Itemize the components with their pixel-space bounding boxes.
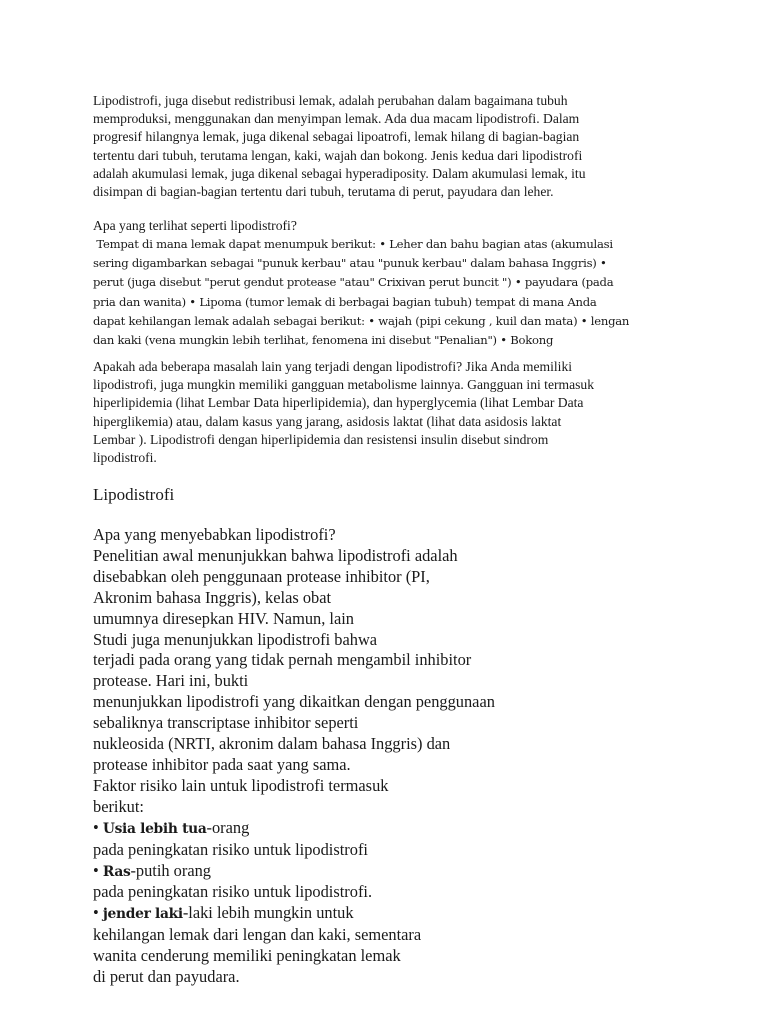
text-line: dapat kehilangan lemak adalah sebagai berikut: • wajah (pipi cekung , kuil dan mata) • lengan [93,313,630,328]
text-line: protease inhibitor pada saat yang sama. [93,754,351,774]
text-line: Faktor risiko lain untuk lipodistrofi termasuk [93,775,389,795]
text-line: pria dan wanita) • Lipoma (tumor lemak di berbagai bagian tubuh) tempat di mana Anda [93,294,597,309]
risk-factor-text: -putih orang [130,860,212,880]
text-line: berikut: [93,796,144,816]
text-line: protease. Hari ini, bukti [93,671,249,691]
text-line: sering digambarkan sebagai "punuk kerbau" atau "punuk kerbau" dalam bahasa Inggris) • [93,256,607,271]
paragraph-other-problems [93,358,594,467]
text-line: kehilangan lemak dari lengan dan kaki, sementara [93,925,422,945]
text-line: adalah akumulasi lemak, juga dikenal sebagai hyperadiposity. Dalam akumulasi lemak, itu [93,165,586,181]
text-line: pada peningkatan risiko untuk lipodistrofi [93,839,368,859]
text-line: lipodistrofi. [93,450,157,466]
text-line: Lembar ). Lipodistrofi dengan hiperlipidemia dan resistensi insulin disebut sindrom [93,431,549,447]
text-line: perut (juga disebut "perut gendut protease "atau" Crixivan perut buncit ") • payudara (pada [93,275,614,290]
text-line: sebaliknya transcriptase inhibitor seperti [93,713,359,733]
question-heading [93,217,297,235]
risk-factor-text: -orang [206,817,250,837]
text-line: hiperglikemia) atau, dalam kasus yang jarang, asidosis laktat (lihat data asidosis laktat [93,413,562,429]
bullet: • [93,903,103,923]
text-line: Apa yang terlihat seperti lipodistrofi? [93,218,297,233]
text-line: umumnya diresepkan HIV. Namun, lain [93,608,354,628]
text-line: nukleosida (NRTI, akronim dalam bahasa Inggris) dan [93,734,451,754]
text-line: memproduksi, menggunakan dan menyimpan lemak. Ada dua macam lipodistrofi. Dalam [93,111,580,127]
text-line: tertentu dari tubuh, terutama lengan, kaki, wajah dan bokong. Jenis kedua dari lipodistrofi [93,147,583,163]
text-line: Apa yang menyebabkan lipodistrofi? [93,525,336,544]
text-line: Akronim bahasa Inggris), kelas obat [93,587,332,607]
paragraph-symptoms [93,235,629,350]
text-line: Studi juga menunjukkan lipodistrofi bahwa [93,629,378,649]
risk-factor-term: Usia lebih tua [102,820,207,837]
text-line: pada peningkatan risiko untuk lipodistrofi. [93,882,373,902]
section-heading [93,484,174,506]
text-line: disebabkan oleh penggunaan protease inhibitor (PI, [93,566,430,586]
paragraph-intro [93,92,586,201]
section-causes [93,525,495,988]
text-line: Penelitian awal menunjukkan bahwa lipodistrofi adalah [93,545,458,565]
text-line: disimpan di bagian-bagian tertentu dari tubuh, terutama di perut, payudara dan leher. [93,184,554,200]
text-line: Lipodistrofi, juga disebut redistribusi lemak, adalah perubahan dalam bagaimana tubuh [93,93,568,108]
text-line: Apakah ada beberapa masalah lain yang terjadi dengan lipodistrofi? Jika Anda memiliki [93,359,573,374]
risk-factor-text: -laki lebih mungkin untuk [182,903,354,923]
heading-text: Lipodistrofi [93,485,175,504]
text-line: menunjukkan lipodistrofi yang dikaitkan dengan penggunaan [93,692,495,712]
risk-factor-gender [93,903,495,925]
text-line: progresif hilangnya lemak, juga dikenal sebagai lipoatrofi, lemak hilang di bagian-bagian [93,129,580,145]
text-line: lipodistrofi, juga mungkin memiliki gangguan metabolisme lainnya. Gangguan ini termasuk [93,377,594,393]
text-line: terjadi pada orang yang tidak pernah mengambil inhibitor [93,650,472,670]
text-line: Tempat di mana lemak dapat menumpuk berikut: • Leher dan bahu bagian atas (akumulasi [93,237,613,251]
bullet: • [93,817,103,837]
text-line: di perut dan payudara. [93,967,240,987]
text-line: dan kaki (vena mungkin lebih terlihat, fenomena ini disebut "Penalian") • Bokong [93,333,554,348]
risk-factor-race [93,861,495,883]
text-line: wanita cenderung memiliki peningkatan lemak [93,946,401,966]
risk-factor-term: Ras [102,863,131,880]
risk-factor-age [93,818,495,840]
risk-factor-term: jender laki [102,906,183,923]
text-line: hiperlipidemia (lihat Lembar Data hiperlipidemia), dan hyperglycemia (lihat Lembar Data [93,395,584,411]
bullet: • [93,860,103,880]
